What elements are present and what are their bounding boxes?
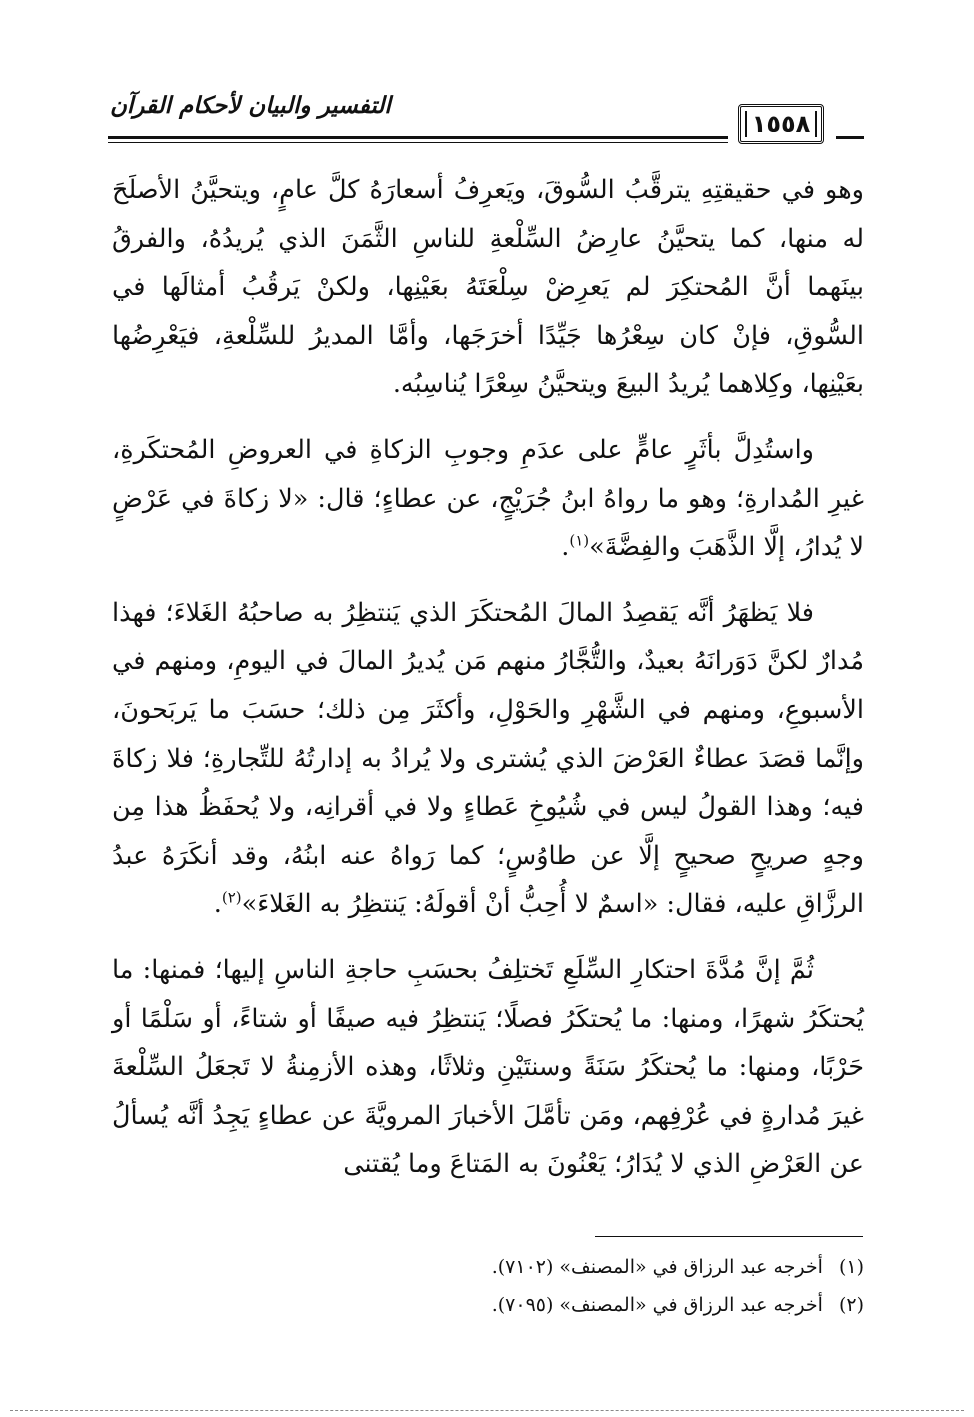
main-text: [112, 166, 864, 1206]
footnote-number: (٢): [838, 1294, 864, 1316]
paragraph-text: وهو في حقيقتِهِ يترقَّبُ السُّوقَ، ويَعرِفُ أسعارَهُ كلَّ عامٍ، ويتحيَّنُ الأصلَحَ له منها، كما يتحيَّنُ عارِضُ السِّلْعةِ للناسِ الثَّمَنَ الذي يُريدُهُ، والفرقُ بينَهما أنَّ المُحتكِرَ لم يَعرِضْ سِلْعَتَهُ بعَيْنِها، ولكنْ يَرقُبُ أمثالَها في السُّوقِ، فإنْ كان سِعْرُها جَيِّدًا أخرَجَها، وأمَّا المديرُ للسِّلْعةِ، فيَعْرِضُها بعَيْنِها، وكِلاهما يُريدُ البيعَ ويتحيَّنُ سِعْرًا يُناسِبُه.: [112, 175, 864, 400]
footnote-ref[interactable]: (١): [569, 531, 590, 550]
footnote-number: (١): [838, 1256, 864, 1278]
paragraph-text: ثُمَّ إنَّ مُدَّةَ احتكارِ السِّلَعِ تَختلِفُ بحسَبِ حاجةِ الناسِ إليها؛ فمنها: ما يُحتكَرُ شهرًا، ومنها: ما يُحتكَرُ فصلًا؛ يَنتظِرُ فيه صيفًا أو شتاءً، أو سَلْمًا أو حَرْبًا، ومنها: ما يُحتكَرُ سَنَةً وسنتَيْنِ وثلاثًا، وهذه الأزمِنةُ لا تَجعَلُ السِّلْعةَ غيرَ مُدارةٍ في عُرْفِهم، ومَن تأمَّلَ الأخبارَ المرويَّةَ عن عطاءٍ يَجِدُ أنَّه يُسألُ عن العَرْضِ الذي لا يُدَارُ؛ يَعْنُونَ به المَتاعَ وما يُقتنى: [112, 954, 864, 1180]
page-number: [738, 104, 824, 144]
footnote-ref[interactable]: (٢): [221, 888, 242, 907]
footnotes: [112, 1248, 864, 1324]
paragraph: [112, 426, 864, 572]
footnote-item: [112, 1248, 864, 1286]
paragraph-text: فلا يَظهَرُ أنَّه يَقصِدُ المالَ المُحتكَرَ الذي يَنتظِرُ به صاحبُهُ الغَلاءَ؛ فهذا مُدارٌ لكنَّ دَوَرانَهُ بعيدٌ، والتُّجَّارُ منهم مَن يُديرُ المالَ في اليومِ، ومنهم في الأسبوعِ، ومنهم في الشَّهْرِ والحَوْلِ، وأكثَرَ مِن ذلك؛ حسَبَ ما يَربَحونَ، وإنَّما قصَدَ عطاءٌ العَرْضَ الذي يُشترى ولا يُرادُ به إدارتُهُ للتِّجارةِ؛ فلا زكاةَ فيه؛ وهذا القولُ ليس في شُيُوخِ عَطاءٍ ولا في أقرانِه، ولا يُحفَظُ هذا مِن وجهٍ صريحٍ صحيحٍ إلَّا عن طاوُسٍ؛ كما رَواهُ عنه ابنُهُ، وقد أنكَرَهُ عبدُ الرزَّاقِ عليه، فقال: «اسمٌ لا أُحِبُّ أنْ أقولَهُ: يَنتظِرُ به الغَلاءَ»: [112, 597, 864, 920]
header-rule-short: [836, 136, 864, 139]
paragraph: [112, 589, 864, 929]
running-title: التفسير والبيان لأحكام القرآن: [110, 92, 391, 119]
page-number-text: ١٥٥٨: [751, 110, 811, 138]
running-header: [108, 90, 864, 152]
footnote-text: أخرجه عبد الرزاق في «المصنف» (٧٠٩٥).: [491, 1294, 823, 1316]
paragraph-tail: .: [213, 889, 222, 920]
paragraph: [112, 946, 864, 1189]
footnote-item: [112, 1286, 864, 1324]
paragraph: [112, 166, 864, 409]
footnote-divider: [595, 1236, 863, 1237]
footnote-text: أخرجه عبد الرزاق في «المصنف» (٧١٠٢).: [491, 1256, 823, 1278]
header-rule: [108, 136, 728, 139]
paragraph-text: واستُدِلَّ بأثَرٍ عامٍّ على عدَمِ وجوبِ الزكاةِ في العروضِ المُحتكَرةِ، غيرِ المُدارةِ؛ وهو ما رواهُ ابنُ جُرَيْجٍ، عن عطاءٍ؛ قال: «لا زكاةَ في عَرْضٍ لا يُدارُ، إلَّا الذَّهَبَ والفِضَّةَ»: [112, 434, 864, 563]
header-rule-thin: [108, 142, 728, 143]
scan-edge-line: [10, 1410, 964, 1411]
paragraph-tail: .: [561, 532, 570, 563]
